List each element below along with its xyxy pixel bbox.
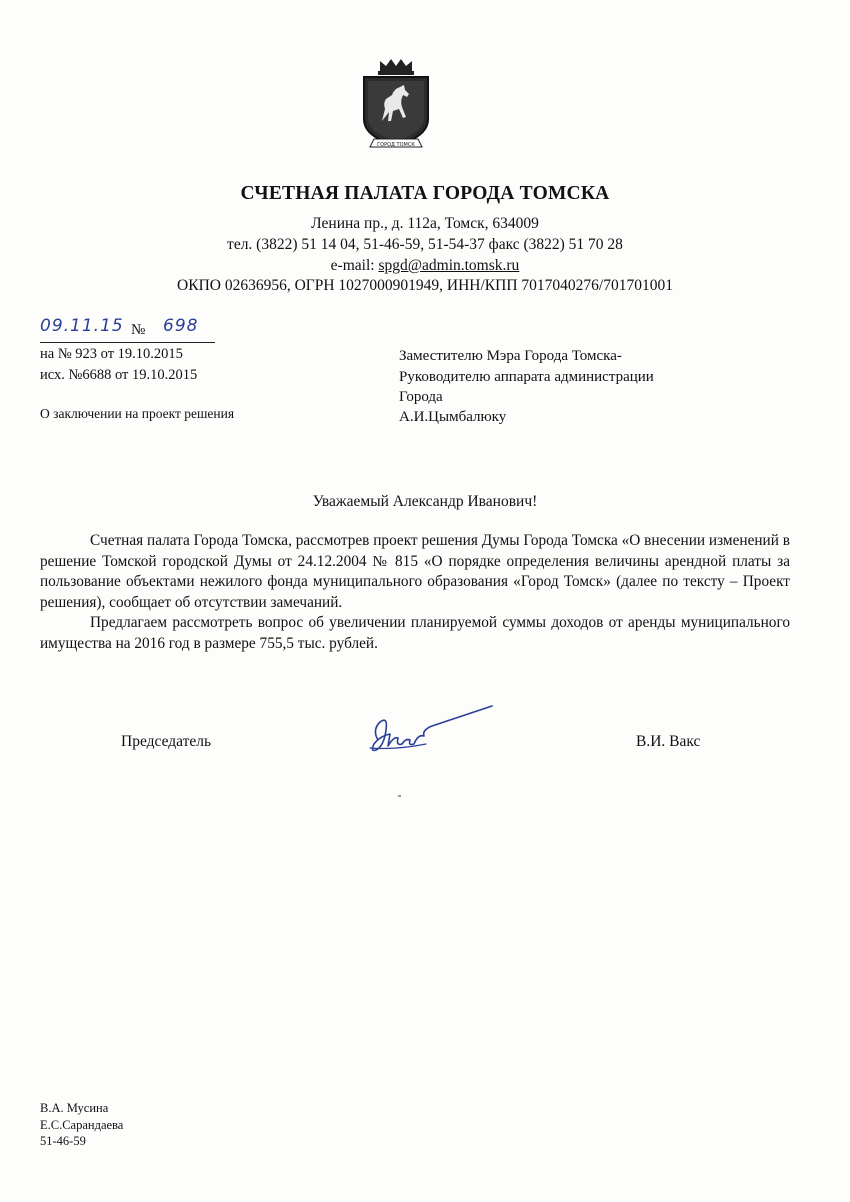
address-line: Ленина пр., д. 112а, Томск, 634009: [311, 215, 539, 232]
handwritten-date: 09.11.15: [40, 316, 124, 336]
body-paragraph-2: Предлагаем рассмотреть вопрос об увеличении планируемой суммы доходов от аренды муниципального имущества на 2016 год в размере 755,5 тыс. рублей.: [40, 614, 790, 652]
signer-role: Председатель: [121, 733, 212, 750]
salutation: Уважаемый Александр Иванович!: [312, 493, 538, 510]
number-label: №: [131, 322, 146, 338]
executor-phone: 51-46-59: [40, 1134, 86, 1148]
addressee-line-3: Города: [399, 389, 443, 405]
email-link[interactable]: spgd@admin.tomsk.ru: [378, 257, 520, 274]
executor-line-1: В.А. Мусина: [40, 1101, 109, 1115]
addressee-line-2: Руководителю аппарата администрации: [399, 369, 654, 385]
coat-motto: ГОРОД ТОМСК: [377, 142, 415, 148]
scan-speck: [398, 795, 401, 797]
addressee-line-1: Заместителю Мэра Города Томска-: [399, 348, 622, 364]
letter-body: [40, 531, 790, 654]
registry-codes-line: ОКПО 02636956, ОГРН 1027000901949, ИНН/КПП 7017040276/701701001: [177, 277, 673, 294]
executor-line-2: Е.С.Сарандаева: [40, 1118, 124, 1132]
phone-line: тел. (3822) 51 14 04, 51-46-59, 51-54-37 факс (3822) 51 70 28: [227, 236, 623, 253]
outgoing-reference: исх. №6688 от 19.10.2015: [40, 367, 198, 383]
organization-title: СЧЕТНАЯ ПАЛАТА ГОРОДА ТОМСКА: [240, 183, 610, 204]
email-label: e-mail:: [330, 257, 379, 274]
body-paragraph-1: Счетная палата Города Томска, рассмотрев проект решения Думы Города Томска «О внесении изменений в решение Томской городской Думы от 24.12.2004 № 815 «О порядке определения величины арендной платы за пользование объектами нежилого фонда муниципального образования «Город Томск» (далее по тексту – Проект решения), сообщает об отсутствии замечаний.: [40, 532, 790, 611]
registration-line: [40, 316, 215, 343]
addressee-line-4: А.И.Цымбалюку: [399, 409, 507, 425]
handwritten-signature-icon: [366, 700, 496, 760]
handwritten-number: 698: [163, 316, 199, 336]
signer-name: В.И. Вакс: [636, 733, 701, 750]
email-line: [0, 257, 850, 275]
coat-of-arms-icon: [358, 57, 434, 155]
subject-line: О заключении на проект решения: [40, 406, 235, 421]
reply-reference: на № 923 от 19.10.2015: [40, 346, 183, 362]
